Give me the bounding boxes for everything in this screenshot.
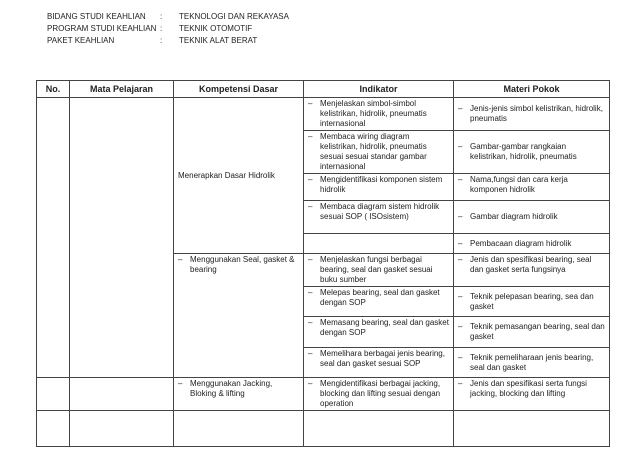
col-header-kompetensi-dasar: Kompetensi Dasar (174, 81, 304, 98)
cell-mata-pelajaran (70, 98, 174, 378)
cell-materi (454, 317, 610, 348)
header-label-bidang: BIDANG STUDI KEAHLIAN (47, 12, 146, 21)
dash-marker: – (308, 175, 313, 184)
indikator-text: Menjelaskan simbol-simbol kelistrikan, hidrolik, pneumatis internasional (320, 99, 427, 128)
cell-materi (454, 254, 610, 287)
dash-marker: – (458, 255, 463, 264)
kd-seal-text: Menggunakan Seal, gasket & bearing (190, 255, 295, 274)
cell-indikator (304, 174, 454, 201)
dash-marker: – (458, 379, 463, 388)
header-sep: : (160, 36, 163, 45)
table-header-row (37, 81, 610, 98)
cell-indikator (304, 98, 454, 131)
header-label-program: PROGRAM STUDI KEAHLIAN (47, 24, 157, 33)
cell-materi (454, 348, 610, 378)
cell-materi (454, 98, 610, 131)
cell-kd-seal (174, 254, 304, 378)
materi-text: Nama,fungsi dan cara kerja komponen hidrolik (470, 175, 568, 194)
header-value-paket: TEKNIK ALAT BERAT (179, 36, 258, 45)
cell-materi (454, 287, 610, 317)
table-row (37, 98, 610, 131)
dash-marker: – (458, 291, 463, 301)
indikator-text: Mengidentifikasi komponen sistem hidrolik (320, 175, 443, 194)
dash-marker: – (458, 142, 463, 151)
materi-text: Gambar-gambar rangkaian kelistrikan, hidrolik, pneumatis (470, 142, 577, 161)
cell-materi (454, 378, 610, 411)
kd-jack-text: Menggunakan Jacking, Bloking & lifting (190, 379, 273, 398)
kd-hidrolik-text: Menerapkan Dasar Hidrolik (178, 170, 275, 180)
cell-empty (454, 411, 610, 447)
indikator-text: Memelihara berbagai jenis bearing, seal dan gasket sesuai SOP (320, 349, 445, 368)
dash-marker: – (308, 99, 313, 108)
cell-materi (454, 131, 610, 174)
cell-materi (454, 174, 610, 201)
header-value-bidang: TEKNOLOGI DAN REKAYASA (179, 12, 289, 21)
indikator-text: Mengidentifikasi berbagai jacking, blocking dan lifting sesuai dengan operation (320, 379, 441, 408)
dash-marker: – (308, 202, 313, 211)
indikator-text: Melepas bearing, seal dan gasket dengan SOP (320, 288, 440, 307)
cell-kd-hidrolik (174, 98, 304, 254)
cell-indikator (304, 378, 454, 411)
materi-text: Gambar diagram hidrolik (470, 212, 558, 221)
materi-text: Teknik pemasangan bearing, seal dan gasket (470, 322, 605, 341)
materi-text: Jenis-jenis simbol kelistrikan, hidrolik, pneumatis (470, 104, 603, 123)
dash-marker: – (308, 318, 313, 327)
dash-marker: – (308, 255, 313, 264)
dash-marker: – (458, 212, 463, 221)
header-label-paket: PAKET KEAHLIAN (47, 36, 115, 45)
dash-marker: – (458, 238, 463, 248)
dash-marker: – (308, 288, 313, 297)
col-header-mata-pelajaran: Mata Pelajaran (70, 81, 174, 98)
materi-text: Jenis dan spesifikasi serta fungsi jacking, blocking dan lifting (470, 379, 587, 398)
syllabus-table (36, 80, 610, 447)
indikator-text: Menjelaskan fungsi berbagai bearing, seal dan gasket sesuai buku sumber (320, 255, 433, 284)
cell-indikator (304, 287, 454, 317)
cell-empty (37, 411, 70, 447)
header-sep: : (160, 24, 163, 33)
header-value-program: TEKNIK OTOMOTIF (179, 24, 253, 33)
cell-empty (174, 411, 304, 447)
dash-marker: – (458, 104, 463, 113)
materi-text: Pembacaan diagram hidrolik (470, 238, 572, 248)
materi-text: Teknik pemeliharaan jenis bearing, seal dan gasket (470, 352, 594, 372)
header-sep: : (160, 12, 163, 21)
cell-indikator-empty (304, 234, 454, 254)
dash-marker: – (308, 379, 313, 388)
cell-materi (454, 234, 610, 254)
dash-marker: – (308, 132, 313, 141)
cell-indikator (304, 317, 454, 348)
dash-marker: – (458, 352, 463, 362)
col-header-no: No. (37, 81, 70, 98)
cell-kd-jack (174, 378, 304, 411)
materi-text: Jenis dan spesifikasi bearing, seal dan gasket serta fungsinya (470, 255, 592, 274)
dash-marker: – (308, 349, 313, 358)
indikator-text: Membaca diagram sistem hidrolik sesuai SOP ( ISOsistem) (320, 202, 440, 221)
col-header-materi-pokok: Materi Pokok (454, 81, 610, 98)
indikator-text: Memasang bearing, seal dan gasket dengan SOP (320, 318, 449, 337)
cell-empty (70, 411, 174, 447)
cell-indikator (304, 254, 454, 287)
cell-materi (454, 201, 610, 234)
dash-marker: – (178, 255, 183, 264)
cell-indikator (304, 131, 454, 174)
table-row-continued (37, 411, 610, 447)
cell-no (37, 98, 70, 378)
dash-marker: – (458, 175, 463, 184)
dash-marker: – (458, 322, 463, 331)
cell-indikator (304, 201, 454, 234)
materi-text: Teknik pelepasan bearing, sea dan gasket (470, 291, 594, 311)
cell-no (37, 378, 70, 411)
dash-marker: – (178, 379, 183, 388)
indikator-text: Membaca wiring diagram kelistrikan, hidrolik, pneumatis sesuai sesuai standar gambar internasional (320, 132, 427, 171)
col-header-indikator: Indikator (304, 81, 454, 98)
cell-mata-pelajaran (70, 378, 174, 411)
table-row (37, 378, 610, 411)
cell-empty (304, 411, 454, 447)
cell-indikator (304, 348, 454, 378)
